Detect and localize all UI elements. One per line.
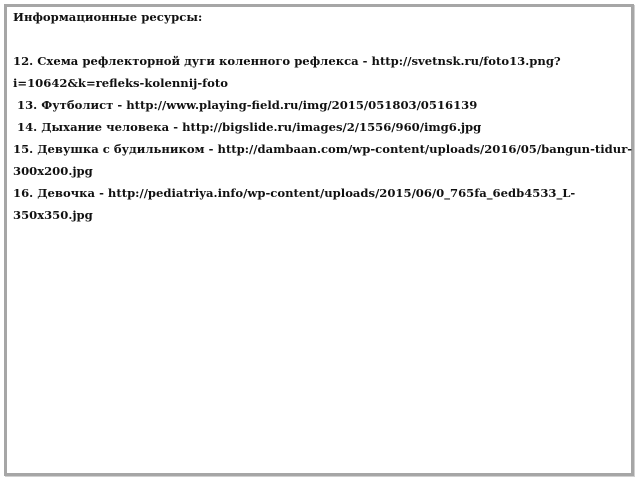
resource-line: 350x350.jpg bbox=[13, 208, 93, 222]
resource-line: 16. Девочка - http://pediatriya.info/wp-content/uploads/2015/06/0_765fa_6edb4533_L- bbox=[13, 186, 576, 200]
resource-line: 13. Футболист - http://www.playing-field.ru/img/2015/051803/0516139 bbox=[13, 98, 478, 112]
resource-line: 14. Дыхание человека - http://bigslide.ru/images/2/1556/960/img6.jpg bbox=[13, 120, 482, 134]
resource-line: 15. Девушка с будильником - http://dambaan.com/wp-content/uploads/2016/05/bangun-tidur- bbox=[13, 142, 633, 156]
resource-line: 12. Схема рефлекторной дуги коленного рефлекса - http://svetnsk.ru/foto13.png? bbox=[13, 54, 561, 68]
blank-line bbox=[13, 28, 625, 50]
heading: Информационные ресурсы: bbox=[13, 10, 203, 24]
resource-line: i=10642&k=refleks-kolennij-foto bbox=[13, 76, 228, 90]
resources-text bbox=[13, 6, 633, 226]
resource-line: 300x200.jpg bbox=[13, 164, 93, 178]
